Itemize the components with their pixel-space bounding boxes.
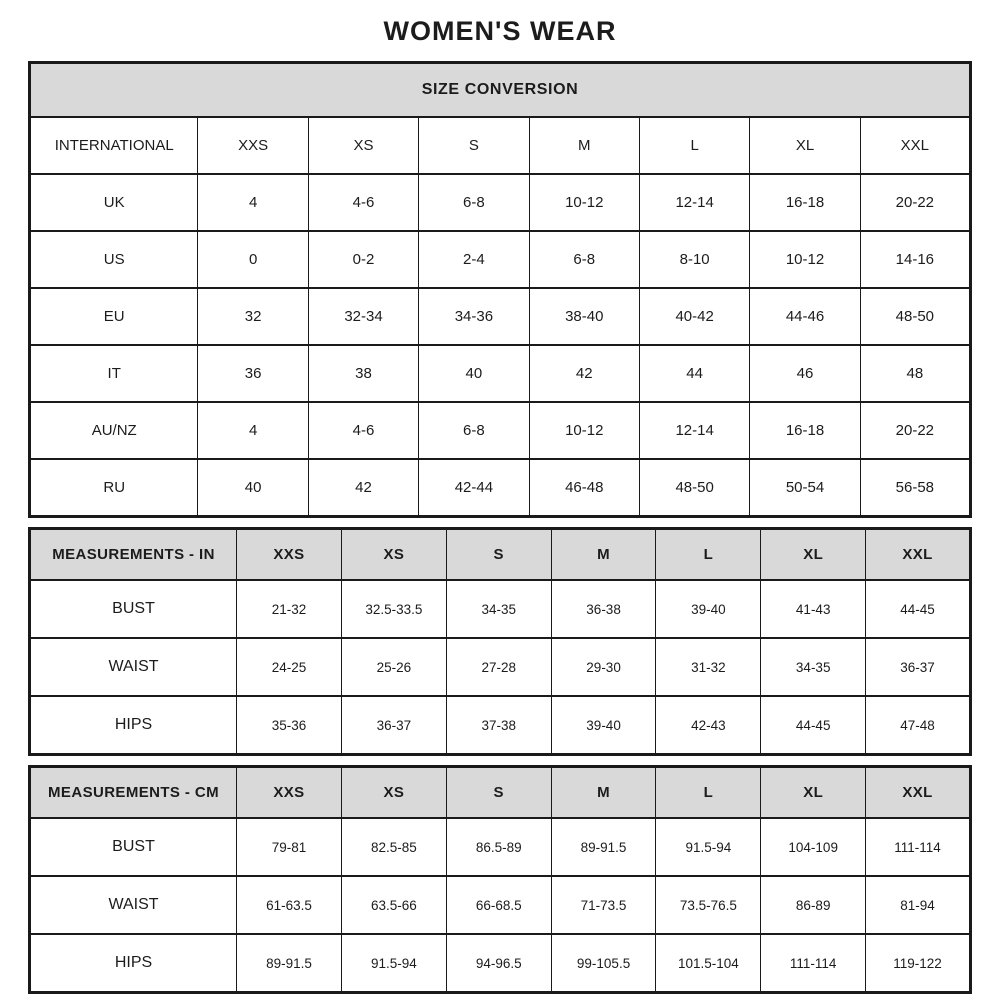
size-chart-page [28, 0, 972, 994]
value-cell: 50-54 [750, 459, 860, 517]
table-row [30, 402, 971, 459]
value-cell: 12-14 [639, 174, 749, 231]
measurements-in-table [28, 527, 972, 756]
section-title-cell: MEASUREMENTS - IN [30, 529, 237, 581]
size-header-cell: XL [761, 529, 866, 581]
size-header-cell: XXL [866, 767, 971, 819]
value-cell: 2-4 [419, 231, 529, 288]
value-cell: 56-58 [860, 459, 970, 517]
value-cell: 34-35 [446, 580, 551, 638]
section-header-row [30, 63, 971, 118]
table-row [30, 934, 971, 993]
value-cell: 20-22 [860, 174, 970, 231]
table-row [30, 696, 971, 755]
table-row [30, 876, 971, 934]
value-cell: 41-43 [761, 580, 866, 638]
size-header-cell: S [446, 767, 551, 819]
value-cell: 81-94 [866, 876, 971, 934]
value-cell: 29-30 [551, 638, 656, 696]
value-cell: 36-37 [341, 696, 446, 755]
size-header-cell: XS [341, 767, 446, 819]
value-cell: 36 [198, 345, 308, 402]
value-cell: 42 [529, 345, 639, 402]
value-cell: 91.5-94 [656, 818, 761, 876]
table-row [30, 638, 971, 696]
row-label-cell: HIPS [30, 696, 237, 755]
value-cell: 16-18 [750, 402, 860, 459]
value-cell: 66-68.5 [446, 876, 551, 934]
value-cell: 79-81 [237, 818, 342, 876]
table-row [30, 345, 971, 402]
value-cell: 89-91.5 [237, 934, 342, 993]
value-cell: 6-8 [419, 174, 529, 231]
size-header-cell: L [656, 529, 761, 581]
row-label-cell: RU [30, 459, 198, 517]
value-cell: 34-35 [761, 638, 866, 696]
size-conversion-table [28, 61, 972, 518]
row-label-cell: BUST [30, 580, 237, 638]
value-cell: 6-8 [529, 231, 639, 288]
size-label-cell: XL [750, 117, 860, 174]
row-label-cell: WAIST [30, 876, 237, 934]
value-cell: 4 [198, 174, 308, 231]
value-cell: 44-46 [750, 288, 860, 345]
row-label-cell: UK [30, 174, 198, 231]
value-cell: 42 [308, 459, 418, 517]
value-cell: 63.5-66 [341, 876, 446, 934]
size-header-cell: S [446, 529, 551, 581]
value-cell: 4-6 [308, 174, 418, 231]
value-cell: 4 [198, 402, 308, 459]
size-header-cell: XL [761, 767, 866, 819]
size-label-cell: XXS [198, 117, 308, 174]
value-cell: 44-45 [866, 580, 971, 638]
value-cell: 4-6 [308, 402, 418, 459]
value-cell: 21-32 [237, 580, 342, 638]
value-cell: 101.5-104 [656, 934, 761, 993]
value-cell: 71-73.5 [551, 876, 656, 934]
size-header-cell: L [656, 767, 761, 819]
table-row [30, 580, 971, 638]
value-cell: 31-32 [656, 638, 761, 696]
row-label-cell: US [30, 231, 198, 288]
value-cell: 82.5-85 [341, 818, 446, 876]
value-cell: 37-38 [446, 696, 551, 755]
sizes-header-row [30, 117, 971, 174]
value-cell: 94-96.5 [446, 934, 551, 993]
measurements-header-row [30, 529, 971, 581]
table-row [30, 231, 971, 288]
value-cell: 0 [198, 231, 308, 288]
value-cell: 32.5-33.5 [341, 580, 446, 638]
value-cell: 32 [198, 288, 308, 345]
row-label-cell: IT [30, 345, 198, 402]
measurements-header-row [30, 767, 971, 819]
value-cell: 10-12 [529, 402, 639, 459]
value-cell: 99-105.5 [551, 934, 656, 993]
table-row [30, 818, 971, 876]
value-cell: 42-44 [419, 459, 529, 517]
value-cell: 73.5-76.5 [656, 876, 761, 934]
value-cell: 34-36 [419, 288, 529, 345]
size-header-cell: M [551, 529, 656, 581]
table-row [30, 174, 971, 231]
value-cell: 44-45 [761, 696, 866, 755]
value-cell: 35-36 [237, 696, 342, 755]
value-cell: 10-12 [750, 231, 860, 288]
value-cell: 89-91.5 [551, 818, 656, 876]
value-cell: 12-14 [639, 402, 749, 459]
value-cell: 38-40 [529, 288, 639, 345]
row-label-cell: WAIST [30, 638, 237, 696]
table-row [30, 288, 971, 345]
size-label-cell: XXL [860, 117, 970, 174]
value-cell: 8-10 [639, 231, 749, 288]
value-cell: 91.5-94 [341, 934, 446, 993]
value-cell: 86.5-89 [446, 818, 551, 876]
section-title-cell: SIZE CONVERSION [30, 63, 971, 118]
value-cell: 36-38 [551, 580, 656, 638]
value-cell: 40 [198, 459, 308, 517]
value-cell: 46-48 [529, 459, 639, 517]
size-label-cell: S [419, 117, 529, 174]
value-cell: 32-34 [308, 288, 418, 345]
value-cell: 104-109 [761, 818, 866, 876]
value-cell: 46 [750, 345, 860, 402]
value-cell: 25-26 [341, 638, 446, 696]
value-cell: 48-50 [639, 459, 749, 517]
value-cell: 111-114 [866, 818, 971, 876]
value-cell: 48-50 [860, 288, 970, 345]
value-cell: 61-63.5 [237, 876, 342, 934]
measurements-cm-table [28, 765, 972, 994]
size-header-cell: XXS [237, 767, 342, 819]
size-header-cell: XS [341, 529, 446, 581]
value-cell: 48 [860, 345, 970, 402]
row-label-cell: HIPS [30, 934, 237, 993]
row-label-cell: BUST [30, 818, 237, 876]
size-header-cell: XXL [866, 529, 971, 581]
value-cell: 6-8 [419, 402, 529, 459]
value-cell: 16-18 [750, 174, 860, 231]
value-cell: 38 [308, 345, 418, 402]
value-cell: 0-2 [308, 231, 418, 288]
value-cell: 39-40 [551, 696, 656, 755]
value-cell: 36-37 [866, 638, 971, 696]
row-label-cell: INTERNATIONAL [30, 117, 198, 174]
value-cell: 27-28 [446, 638, 551, 696]
value-cell: 24-25 [237, 638, 342, 696]
value-cell: 44 [639, 345, 749, 402]
page-title: WOMEN'S WEAR [383, 16, 617, 46]
value-cell: 40 [419, 345, 529, 402]
size-header-cell: M [551, 767, 656, 819]
size-label-cell: L [639, 117, 749, 174]
size-header-cell: XXS [237, 529, 342, 581]
value-cell: 86-89 [761, 876, 866, 934]
value-cell: 47-48 [866, 696, 971, 755]
size-label-cell: M [529, 117, 639, 174]
value-cell: 39-40 [656, 580, 761, 638]
value-cell: 40-42 [639, 288, 749, 345]
value-cell: 42-43 [656, 696, 761, 755]
size-label-cell: XS [308, 117, 418, 174]
section-title-cell: MEASUREMENTS - CM [30, 767, 237, 819]
value-cell: 20-22 [860, 402, 970, 459]
value-cell: 111-114 [761, 934, 866, 993]
row-label-cell: EU [30, 288, 198, 345]
row-label-cell: AU/NZ [30, 402, 198, 459]
value-cell: 14-16 [860, 231, 970, 288]
value-cell: 10-12 [529, 174, 639, 231]
table-row [30, 459, 971, 517]
value-cell: 119-122 [866, 934, 971, 993]
